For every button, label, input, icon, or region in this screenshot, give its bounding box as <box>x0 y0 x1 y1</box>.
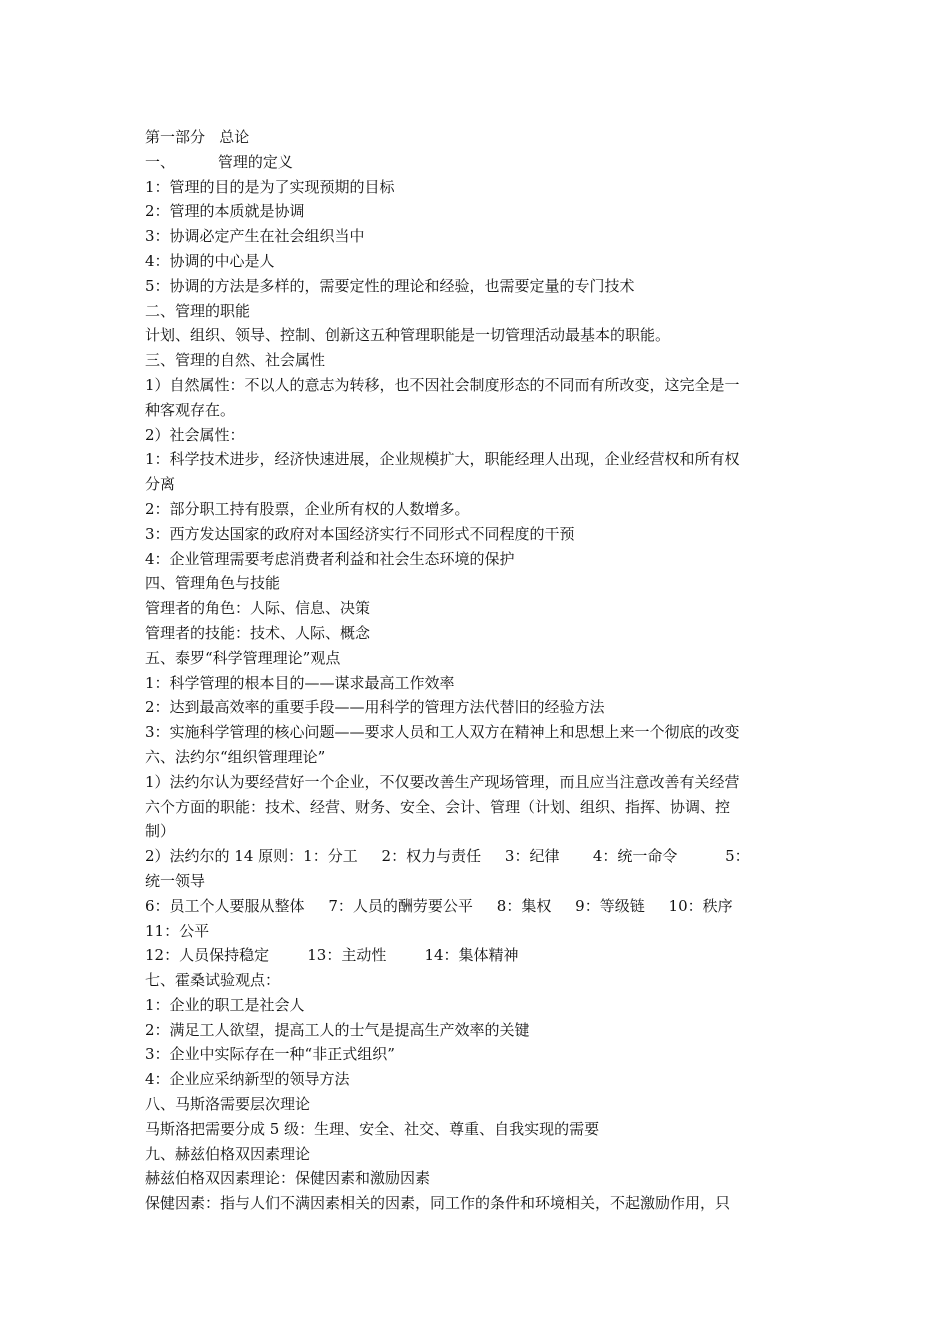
text-line: 4：企业应采纳新型的领导方法 <box>145 1070 350 1089</box>
text-line: 5：协调的方法是多样的，需要定性的理论和经验，也需要定量的专门技术 <box>145 276 635 295</box>
text-line: 八、马斯洛需要层次理论 <box>145 1095 311 1114</box>
text-line: 三、管理的自然、社会属性 <box>145 351 326 370</box>
text-line: 五、泰罗“科学管理理论”观点 <box>145 648 341 667</box>
text-line: 1）自然属性：不以人的意志为转移，也不因社会制度形态的不同而有所改变，这完全是一 <box>145 375 740 394</box>
text-line: 1：企业的职工是社会人 <box>145 995 305 1014</box>
text-line: 3：企业中实际存在一种“非正式组织” <box>145 1045 395 1064</box>
text-line: 2）社会属性： <box>145 425 245 444</box>
text-line: 2）法约尔的 14 原则：1：分工 2：权力与责任 3：纪律 4：统一命令 5： <box>145 847 750 866</box>
text-line: 第一部分 总论 <box>145 128 250 146</box>
text-line: 3：西方发达国家的政府对本国经济实行不同形式不同程度的干预 <box>145 524 575 543</box>
text-line: 11：公平 <box>145 921 210 940</box>
text-line: 制） <box>145 822 176 841</box>
text-line: 分离 <box>145 475 176 494</box>
text-line: 1：科学技术进步，经济快速进展，企业规模扩大，职能经理人出现，企业经营权和所有权 <box>145 450 740 469</box>
text-line: 3：协调必定产生在社会组织当中 <box>145 227 365 246</box>
text-line: 计划、组织、领导、控制、创新这五种管理职能是一切管理活动最基本的职能。 <box>145 326 671 345</box>
text-line: 3：实施科学管理的核心问题——要求人员和工人双方在精神上和思想上来一个彻底的改变 <box>145 723 740 742</box>
text-line: 2：管理的本质就是协调 <box>145 202 305 221</box>
text-line: 六、法约尔“组织管理理论” <box>145 747 326 766</box>
text-line: 4：协调的中心是人 <box>145 251 275 270</box>
text-line: 四、管理角色与技能 <box>145 574 281 593</box>
text-line: 1）法约尔认为要经营好一个企业，不仅要改善生产现场管理，而且应当注意改善有关经营 <box>145 772 740 791</box>
text-line: 4：企业管理需要考虑消费者利益和社会生态环境的保护 <box>145 549 515 568</box>
text-line: 七、霍桑试验观点： <box>145 971 281 990</box>
text-line: 2：达到最高效率的重要手段——用科学的管理方法代替旧的经验方法 <box>145 698 605 717</box>
text-line: 统一领导 <box>145 871 206 890</box>
text-line: 种客观存在。 <box>145 400 236 419</box>
text-line: 2：部分职工持有股票，企业所有权的人数增多。 <box>145 499 470 518</box>
text-line: 马斯洛把需要分成 5 级：生理、安全、社交、尊重、自我实现的需要 <box>145 1119 600 1138</box>
document-body <box>145 125 810 1216</box>
text-line: 一、 管理的定义 <box>145 152 293 171</box>
text-line: 保健因素：指与人们不满因素相关的因素，同工作的条件和环境相关，不起激励作用，只 <box>145 1194 731 1213</box>
text-line: 二、管理的职能 <box>145 301 251 320</box>
text-line: 2：满足工人欲望，提高工人的士气是提高生产效率的关键 <box>145 1020 530 1039</box>
text-line: 管理者的角色：人际、信息、决策 <box>145 599 371 618</box>
text-line: 九、赫兹伯格双因素理论 <box>145 1144 311 1163</box>
text-line: 1：科学管理的根本目的——谋求最高工作效率 <box>145 673 455 692</box>
text-line: 12：人员保持稳定 13：主动性 14：集体精神 <box>145 946 519 965</box>
text-line: 六个方面的职能：技术、经营、财务、安全、会计、管理（计划、组织、指挥、协调、控 <box>145 797 731 816</box>
text-line: 赫兹伯格双因素理论：保健因素和激励因素 <box>145 1169 431 1188</box>
text-line: 管理者的技能：技术、人际、概念 <box>145 623 371 642</box>
text-line: 6：员工个人要服从整体 7：人员的酬劳要公平 8：集权 9：等级链 10：秩序 <box>145 896 733 915</box>
text-line: 1：管理的目的是为了实现预期的目标 <box>145 177 395 196</box>
